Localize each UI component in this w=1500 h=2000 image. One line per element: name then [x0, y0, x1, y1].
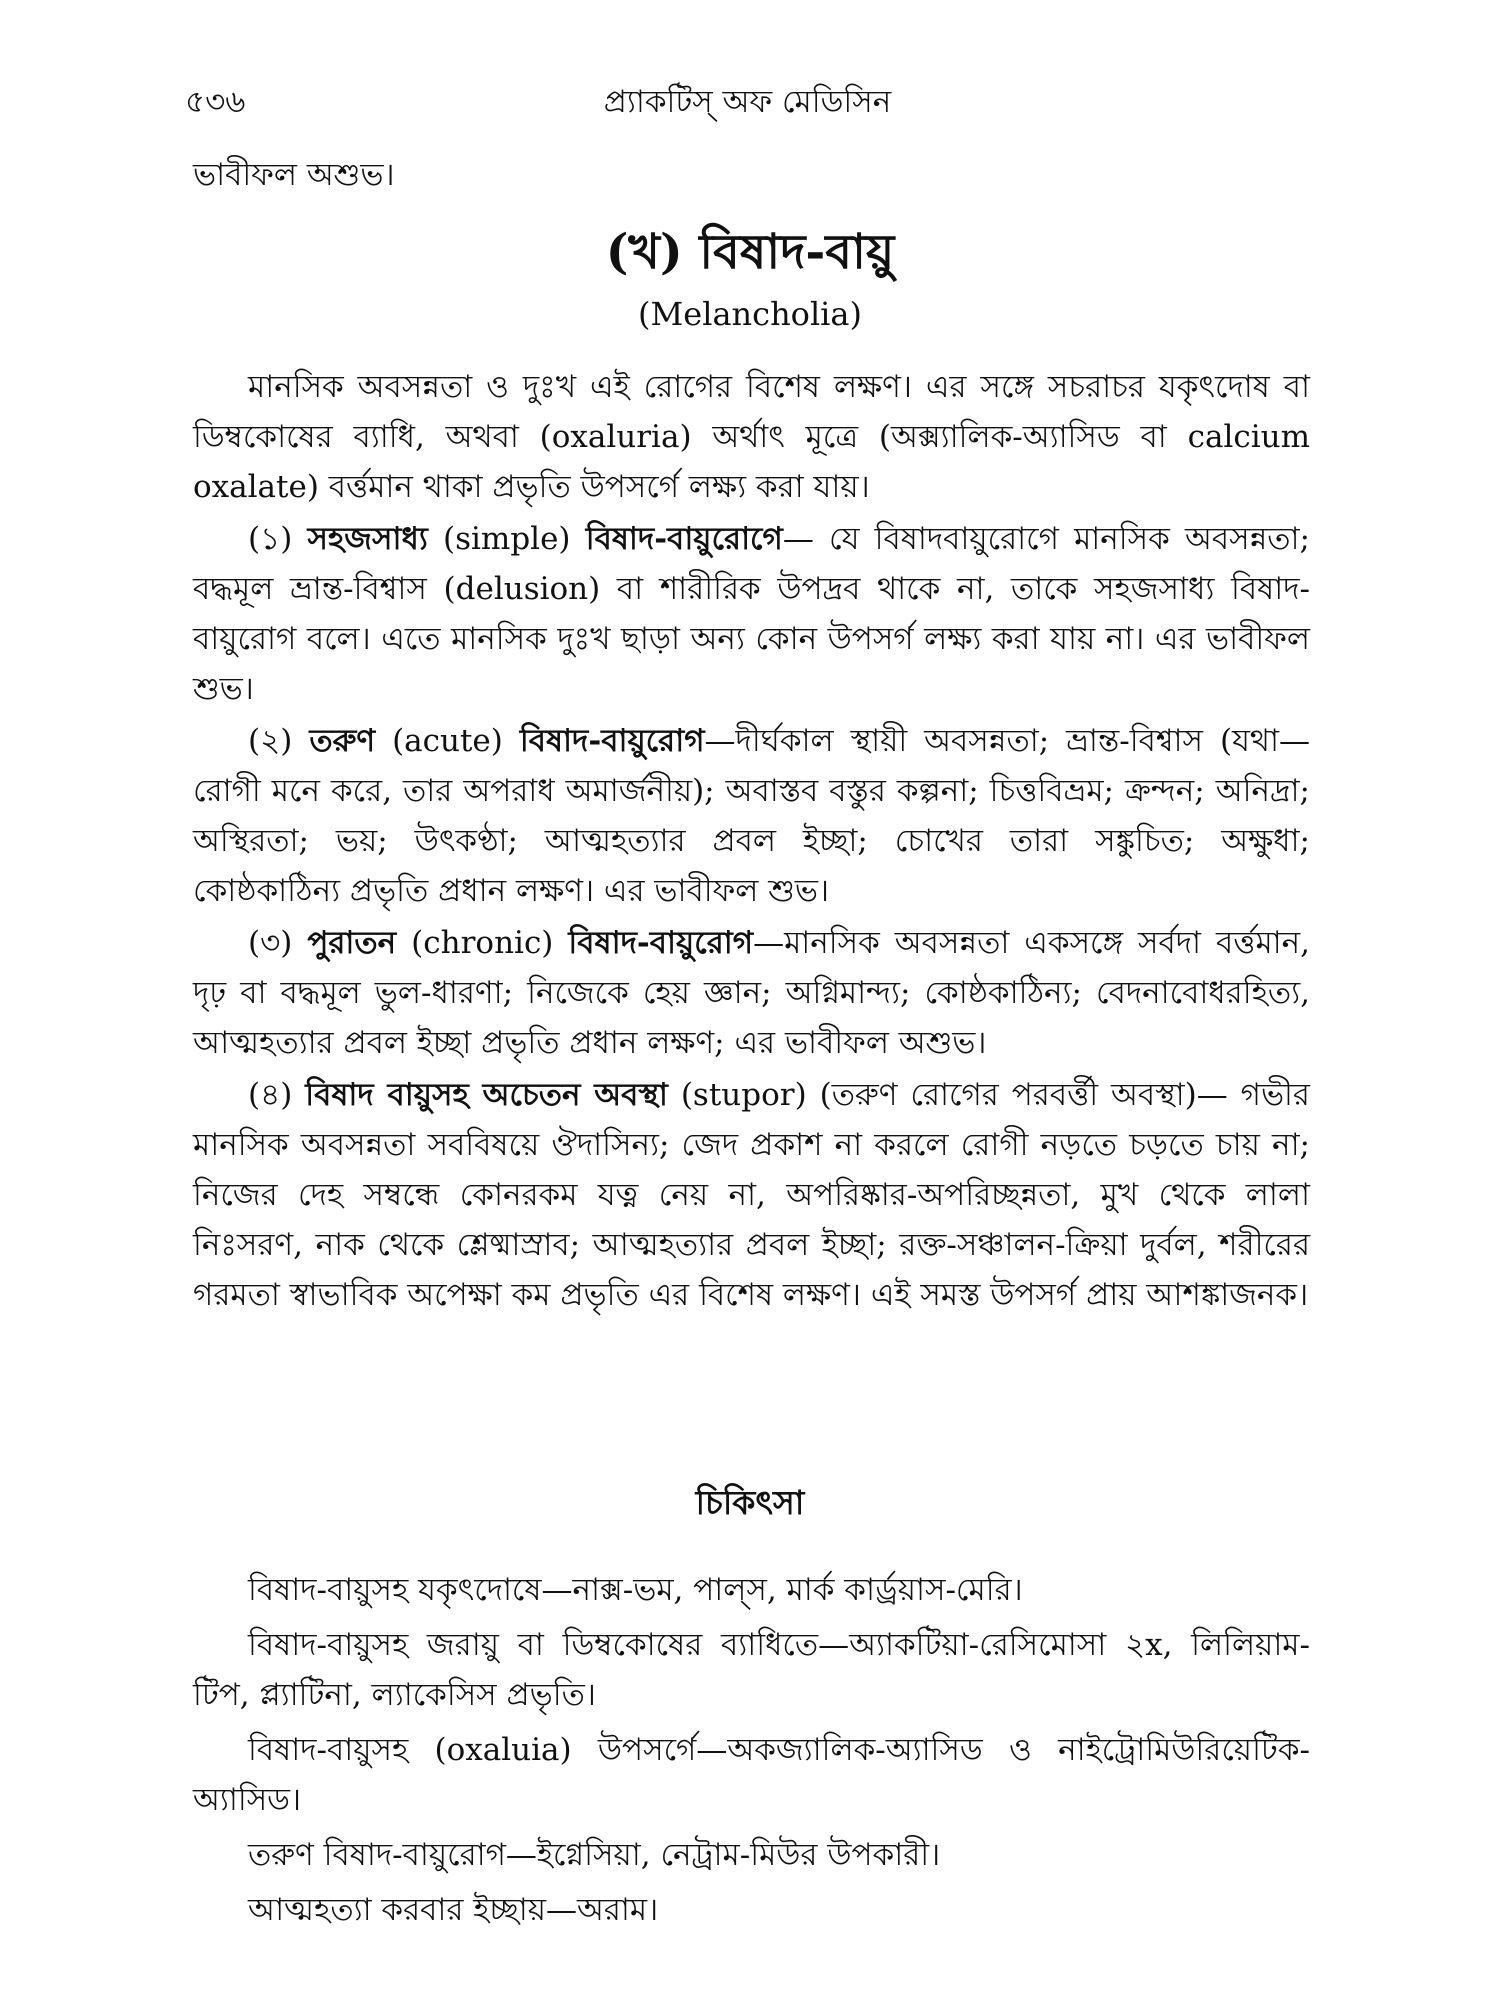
section-subtitle: (Melancholia): [638, 295, 862, 333]
item-number: (৩): [248, 925, 308, 961]
item-term-secondary: বিষাদ-বায়ুরোগ: [519, 723, 705, 759]
treatment-list: [193, 1565, 1310, 1935]
treatment-line: বিষাদ-বায়ুসহ যকৃৎদোষে—নাক্স-ভম, পাল্স, মার্ক কার্ড্রয়াস-মেরি।: [248, 1572, 1023, 1608]
page-number: ৫৩৬: [185, 84, 246, 120]
section-body: [193, 362, 1310, 1320]
item-text: (তরুণ রোগের পরবর্ত্তী অবস্থা)— গভীর মানসিক অবসন্নতা সববিষয়ে ঔদাসিন্য; জেদ প্রকাশ না করলে রোগী নড়তে চড়তে চায় না; নিজের দেহ সম্বন্ধে কোনরকম যত্ন নেয় না, অপরিষ্কার-অপরিচ্ছন্নতা, মুখ থেকে লালা নিঃসরণ, নাক থেকে শ্লেষ্মাস্রাব; আত্মহত্যার প্রবল ইচ্ছা; রক্ত-সঞ্চালন-ক্রিয়া দুর্বল, শরীরের গরমতা স্বাভাবিক অপেক্ষা কম প্রভৃতি এর বিশেষ লক্ষণ। এই সমস্ত উপসর্গ প্রায় আশঙ্কাজনক।: [193, 1077, 1310, 1313]
treatment-heading: চিকিৎসা: [695, 1483, 805, 1522]
running-header: [185, 78, 1310, 122]
treatment-line: বিষাদ-বায়ুসহ জরায়ু বা ডিম্বকোষের ব্যাধিতে—অ্যাকটিয়া-রেসিমোসা ২x, লিলিয়াম-টিপ, প্ল্যাটিনা, ল্যাকেসিস প্রভৃতি।: [193, 1627, 1310, 1713]
list-item: [193, 716, 1310, 916]
section-title: (খ) বিষাদ-বায়ু: [605, 224, 895, 280]
item-term: পুরাতন: [307, 925, 397, 961]
treatment-line: বিষাদ-বায়ুসহ (oxaluia) উপসর্গে—অকজ্যালিক-অ্যাসিড ও নাইট্রোমিউরিয়েটিক-অ্যাসিড।: [193, 1732, 1310, 1818]
list-item: [193, 918, 1310, 1068]
item-number: (১): [248, 521, 308, 557]
item-term-secondary: বিষাদ-বায়ুরোগে: [585, 521, 783, 557]
item-number: (২): [248, 723, 310, 759]
item-term: সহজসাধ্য: [307, 521, 428, 557]
item-english-term: (stupor): [667, 1077, 820, 1113]
book-title: প্র্যাকটিস্ অফ মেডিসিন: [603, 84, 892, 120]
item-term-secondary: বিষাদ-বায়ুরোগ: [568, 925, 754, 961]
item-english-term: (simple): [427, 521, 586, 557]
item-english-term: (chronic): [396, 925, 569, 961]
list-item: [193, 1070, 1310, 1320]
list-item: [193, 514, 1310, 714]
item-text: —মানসিক অবসন্নতা একসঙ্গে সর্বদা বর্ত্তমান, দৃঢ় বা বদ্ধমূল ভুল-ধারণা; নিজেকে হেয় জ্ঞান; অগ্নিমান্দ্য; কোষ্ঠকাঠিন্য; বেদনাবোধরহিত্য, আত্মহত্যার প্রবল ইচ্ছা প্রভৃতি প্রধান লক্ষণ; এর ভাবীফল অশুভ।: [193, 925, 1311, 1061]
previous-section-conclusion: ভাবীফল অশুভ।: [193, 157, 395, 193]
intro-paragraph: মানসিক অবসন্নতা ও দুঃখ এই রোগের বিশেষ লক্ষণ। এর সঙ্গে সচরাচর যকৃৎদোষ বা ডিম্বকোষের ব্যাধি, অথবা (oxaluria) অর্থাৎ মূত্রে (অক্স্যালিক-অ্যাসিড বা calcium oxalate) বর্ত্তমান থাকা প্রভৃতি উপসর্গে লক্ষ্য করা যায়।: [193, 369, 1310, 505]
item-text: — যে বিষাদবায়ুরোগে মানসিক অবসন্নতা; বদ্ধমূল ভ্রান্ত-বিশ্বাস (delusion) বা শারীরিক উপদ্রব থাকে না, তাকে সহজসাধ্য বিষাদ-বায়ুরোগ বলে। এতে মানসিক দুঃখ ছাড়া অন্য কোন উপসর্গ লক্ষ্য করা যায় না। এর ভাবীফল শুভ।: [193, 521, 1310, 707]
item-text: —দীর্ঘকাল স্থায়ী অবসন্নতা; ভ্রান্ত-বিশ্বাস (যথা— রোগী মনে করে, তার অপরাধ অমার্জনীয়); অবাস্তব বস্তুর কল্পনা; চিত্তবিভ্রম; ক্রন্দন; অনিদ্রা; অস্থিরতা; ভয়; উৎকণ্ঠা; আত্মহত্যার প্রবল ইচ্ছা; চোখের তারা সঙ্কুচিত; অক্ষুধা; কোষ্ঠকাঠিন্য প্রভৃতি প্রধান লক্ষণ। এর ভাবীফল শুভ।: [193, 723, 1310, 909]
item-term: তরুণ: [309, 723, 376, 759]
treatment-line: তরুণ বিষাদ-বায়ুরোগ—ইগ্নেসিয়া, নেট্রাম-মিউর উপকারী।: [248, 1837, 941, 1873]
item-number: (৪): [248, 1077, 306, 1113]
item-term: বিষাদ বায়ুসহ অচেতন অবস্থা: [305, 1077, 668, 1113]
item-english-term: (acute): [375, 723, 520, 759]
treatment-line: আত্মহত্যা করবার ইচ্ছায়—অরাম।: [248, 1892, 659, 1928]
